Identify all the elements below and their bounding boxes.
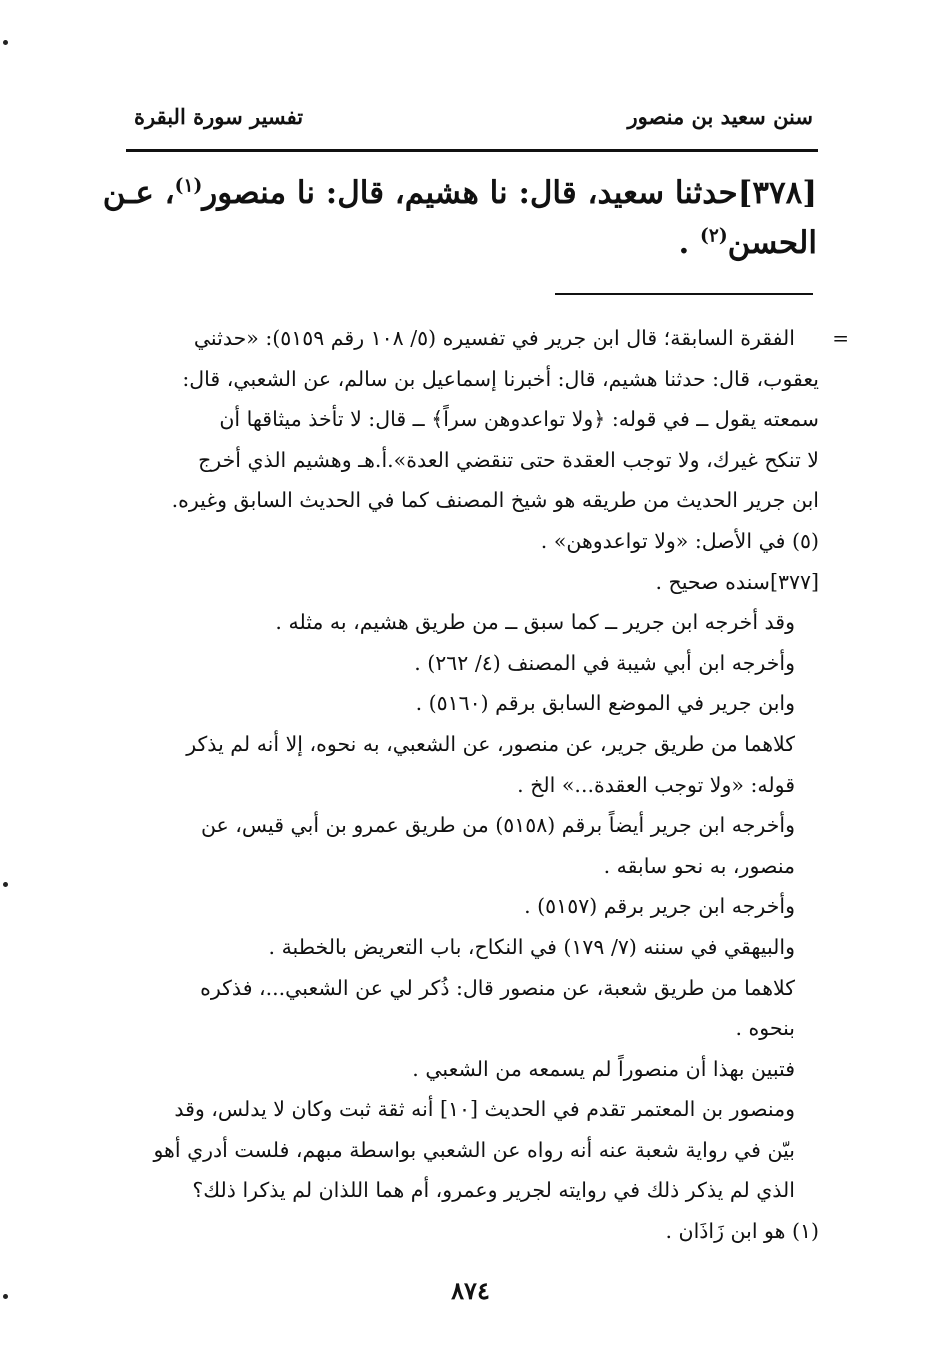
footnote-line: ومنصور بن المعتمر تقدم في الحديث [١٠] أنه ثقة ثبت وكان لا يدلس، وقد xyxy=(174,1097,795,1122)
footnote-line: منصور، به نحو سابقه . xyxy=(603,853,795,878)
footnote-ref-2: (٢) xyxy=(700,225,728,247)
footnote-line: وابن جرير في الموضع السابق برقم (٥١٦٠) . xyxy=(415,691,795,716)
hadith-line-1-text: [٣٧٨]حدثنا سعيد، قال: نا هشيم، قال: نا منصور xyxy=(202,175,817,211)
hadith-line-2-end: . xyxy=(678,225,701,261)
header-rule xyxy=(126,149,818,152)
footnote-line: ابن جرير الحديث من طريقه هو شيخ المصنف كما في الحديث السابق وغيره. xyxy=(171,488,819,513)
footnotes xyxy=(119,318,849,1252)
footnote-line: بنحوه . xyxy=(735,1016,795,1041)
footnote-separator xyxy=(555,293,813,295)
continuation-mark: = xyxy=(832,326,849,350)
footnote-line: سمعته يقول ــ في قوله: ﴿ولا تواعدوهن سراً﴾ ــ قال: لا تأخذ ميثاقها أن xyxy=(219,407,819,432)
footnote-line xyxy=(119,318,849,359)
footnote-line: بيّن في رواية شعبة عنه أنه رواه عن الشعبي بواسطة مبهم، فلست أدري أهو xyxy=(153,1137,795,1162)
hadith-text xyxy=(102,168,817,268)
footnote-line: لا تنكح غيرك، ولا توجب العقدة حتى تنقضي العدة».أ.هـ وهشيم الذي أخرج xyxy=(198,447,819,472)
scan-speck xyxy=(3,1294,8,1299)
footnote-line-text: الفقرة السابقة؛ قال ابن جرير في تفسيره (٥/ ١٠٨ رقم ٥١٥٩): «حدثني xyxy=(193,326,795,350)
hadith-line-1-end: ، عـن xyxy=(102,175,175,211)
running-header-section-title: تفسير سورة البقرة xyxy=(134,104,304,129)
footnote-line: وأخرجه ابن جرير برقم (٥١٥٧) . xyxy=(524,894,795,919)
footnote-line: [٣٧٧]سنده صحيح . xyxy=(655,569,819,594)
hadith-line-1 xyxy=(102,168,817,218)
footnote-line: (٥) في الأصل: «ولا تواعدوهن» . xyxy=(540,528,819,553)
footnote-line: (١) هو ابن زَاذَان . xyxy=(665,1219,819,1244)
scan-speck xyxy=(3,40,8,45)
footnote-line: الذي لم يذكر ذلك في روايته لجرير وعمرو، أم هما اللذان لم يذكرا ذلك؟ xyxy=(192,1178,795,1203)
footnote-line: وأخرجه ابن جرير أيضاً برقم (٥١٥٨) من طريق عمرو بن أبي قيس، عن xyxy=(200,813,795,838)
footnote-line: وقد أخرجه ابن جرير ــ كما سبق ــ من طريق هشيم، به مثله . xyxy=(275,610,795,635)
footnote-line: قوله: «ولا توجب العقدة...» الخ . xyxy=(517,772,795,797)
page-number: ٨٧٤ xyxy=(451,1276,490,1305)
hadith-line-2 xyxy=(117,218,817,268)
footnote-line: فتبين بهذا أن منصوراً لم يسمعه من الشعبي . xyxy=(412,1056,795,1081)
footnote-ref-1: (١) xyxy=(174,175,203,197)
footnote-line: كلاهما من طريق جرير، عن منصور، عن الشعبي، به نحوه، إلا أنه لم يذكر xyxy=(186,731,795,756)
hadith-line-2-text: الحسن xyxy=(727,225,817,261)
scan-speck xyxy=(3,882,8,887)
footnote-line: كلاهما من طريق شعبة، عن منصور قال: ذُكر لي عن الشعبي...، فذكره xyxy=(200,975,795,1000)
footnote-line: والبيهقي في سننه (٧/ ١٧٩) في النكاح، باب التعريض بالخطبة . xyxy=(268,934,795,959)
running-header-book-title: سنن سعيد بن منصور xyxy=(627,104,813,129)
footnote-line: وأخرجه ابن أبي شيبة في المصنف (٤/ ٢٦٢) . xyxy=(414,650,795,675)
footnote-line: يعقوب، قال: حدثنا هشيم، قال: أخبرنا إسماعيل بن سالم، عن الشعبي، قال: xyxy=(182,366,819,391)
